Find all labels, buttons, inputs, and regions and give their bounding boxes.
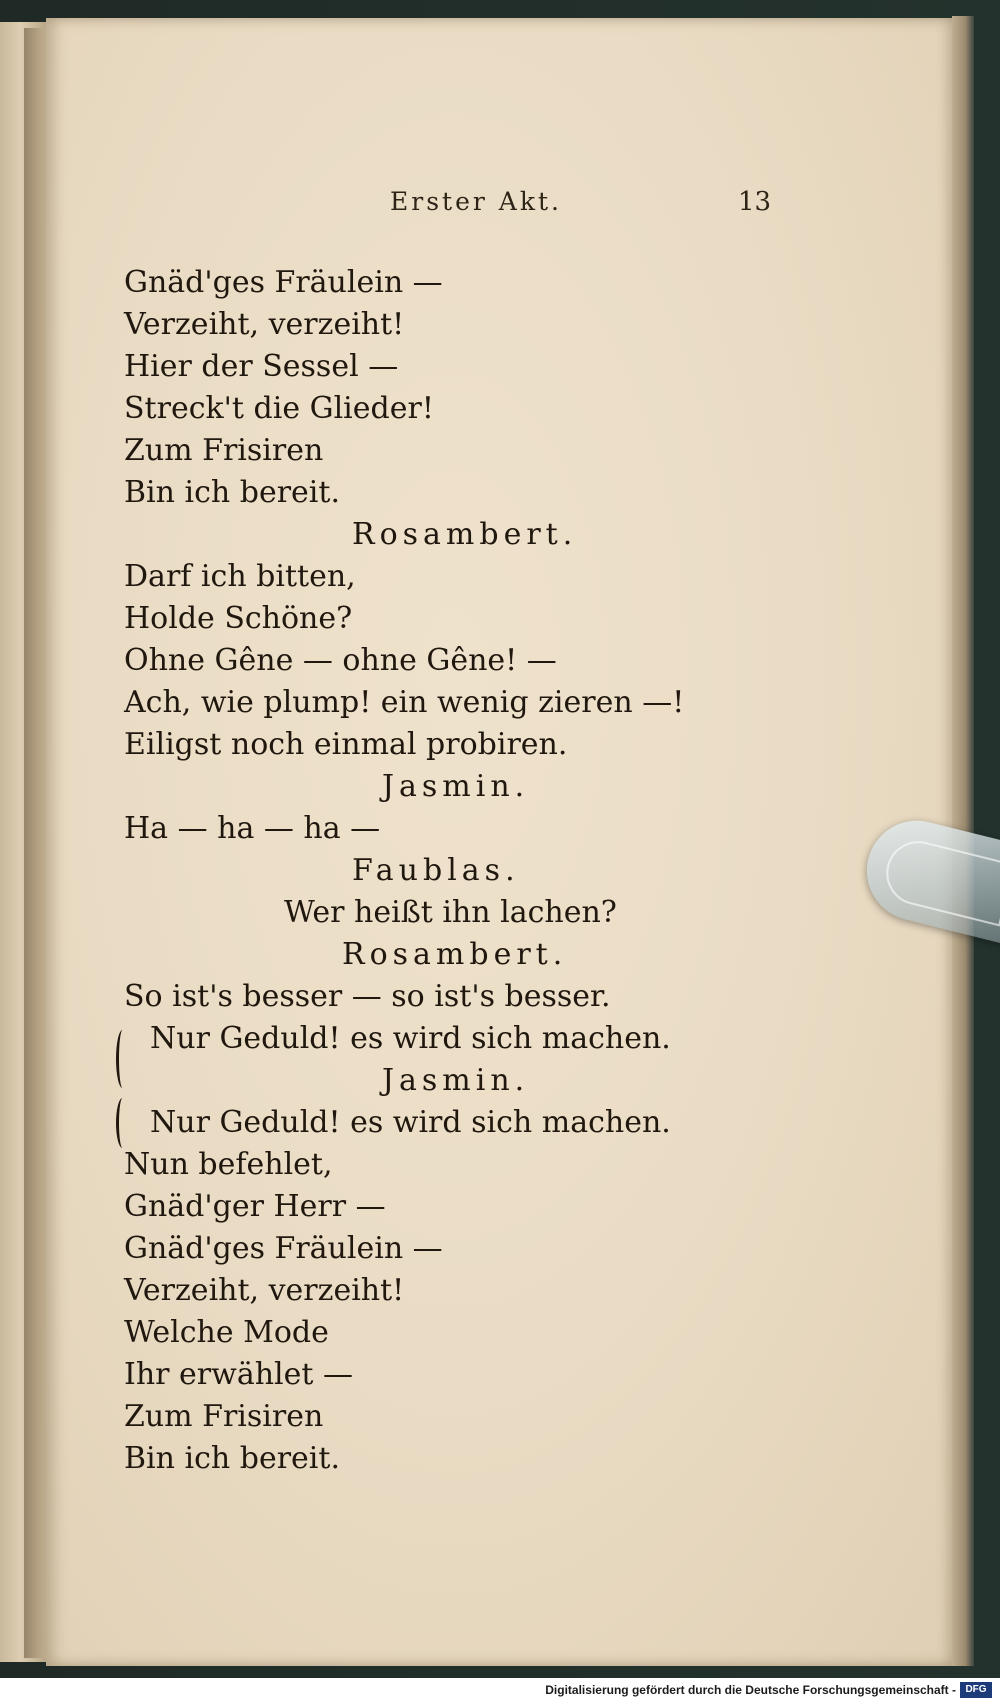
verse-line: Gnäd'ges Fräulein — [124, 265, 443, 300]
verse-text [124, 262, 844, 1480]
verse-line: Streck't die Glieder! [124, 391, 434, 426]
brace-mark-top [116, 1030, 129, 1088]
digitization-credit: Digitalisierung gefördert durch die Deutsche Forschungsgemeinschaft - [545, 1683, 956, 1697]
verse-line: Zum Frisiren [124, 1399, 324, 1434]
verse-line: Hier der Sessel — [124, 349, 399, 384]
verse-line: So ist's besser — so ist's besser. [124, 979, 611, 1014]
verse-line: Gnäd'ges Fräulein — [124, 1231, 443, 1266]
verse-line: Verzeiht, verzeiht! [124, 307, 405, 342]
verse-line: Verzeiht, verzeiht! [124, 1273, 405, 1308]
speaker-name: Faublas. [352, 853, 520, 888]
verse-line: Holde Schöne? [124, 601, 353, 636]
verse-line: Gnäd'ger Herr — [124, 1189, 386, 1224]
running-head: Erster Akt. [390, 187, 562, 216]
verse-line: Bin ich bereit. [124, 1441, 340, 1476]
page-number: 13 [738, 187, 772, 217]
verse-line: Wer heißt ihn lachen? [284, 895, 617, 930]
dfg-logo-icon: DFG [960, 1682, 992, 1698]
verse-line: Bin ich bereit. [124, 475, 340, 510]
speaker-name: Rosambert. [342, 937, 568, 972]
footer-bar [0, 1678, 1000, 1705]
verse-line: Nun befehlet, [124, 1147, 333, 1182]
brace-mark-bottom [116, 1098, 129, 1148]
verse-line: Eiligst noch einmal probiren. [124, 727, 568, 762]
speaker-name: Rosambert. [352, 517, 578, 552]
page-header [46, 187, 952, 227]
verse-line: Ach, wie plump! ein wenig zieren —! [124, 685, 685, 720]
verse-line: Ha — ha — ha — [124, 811, 381, 846]
speaker-name: Jasmin. [382, 769, 530, 804]
verse-line: Ohne Gêne — ohne Gêne! — [124, 643, 557, 678]
verse-line: Nur Geduld! es wird sich machen. [150, 1021, 671, 1056]
verse-line: Zum Frisiren [124, 433, 324, 468]
verse-line: Ihr erwählet — [124, 1357, 353, 1392]
verse-line: Darf ich bitten, [124, 559, 356, 594]
verse-line: Welche Mode [124, 1315, 329, 1350]
verse-line: Nur Geduld! es wird sich machen. [150, 1105, 671, 1140]
speaker-name: Jasmin. [382, 1063, 530, 1098]
page-clip-highlight [880, 834, 1000, 926]
